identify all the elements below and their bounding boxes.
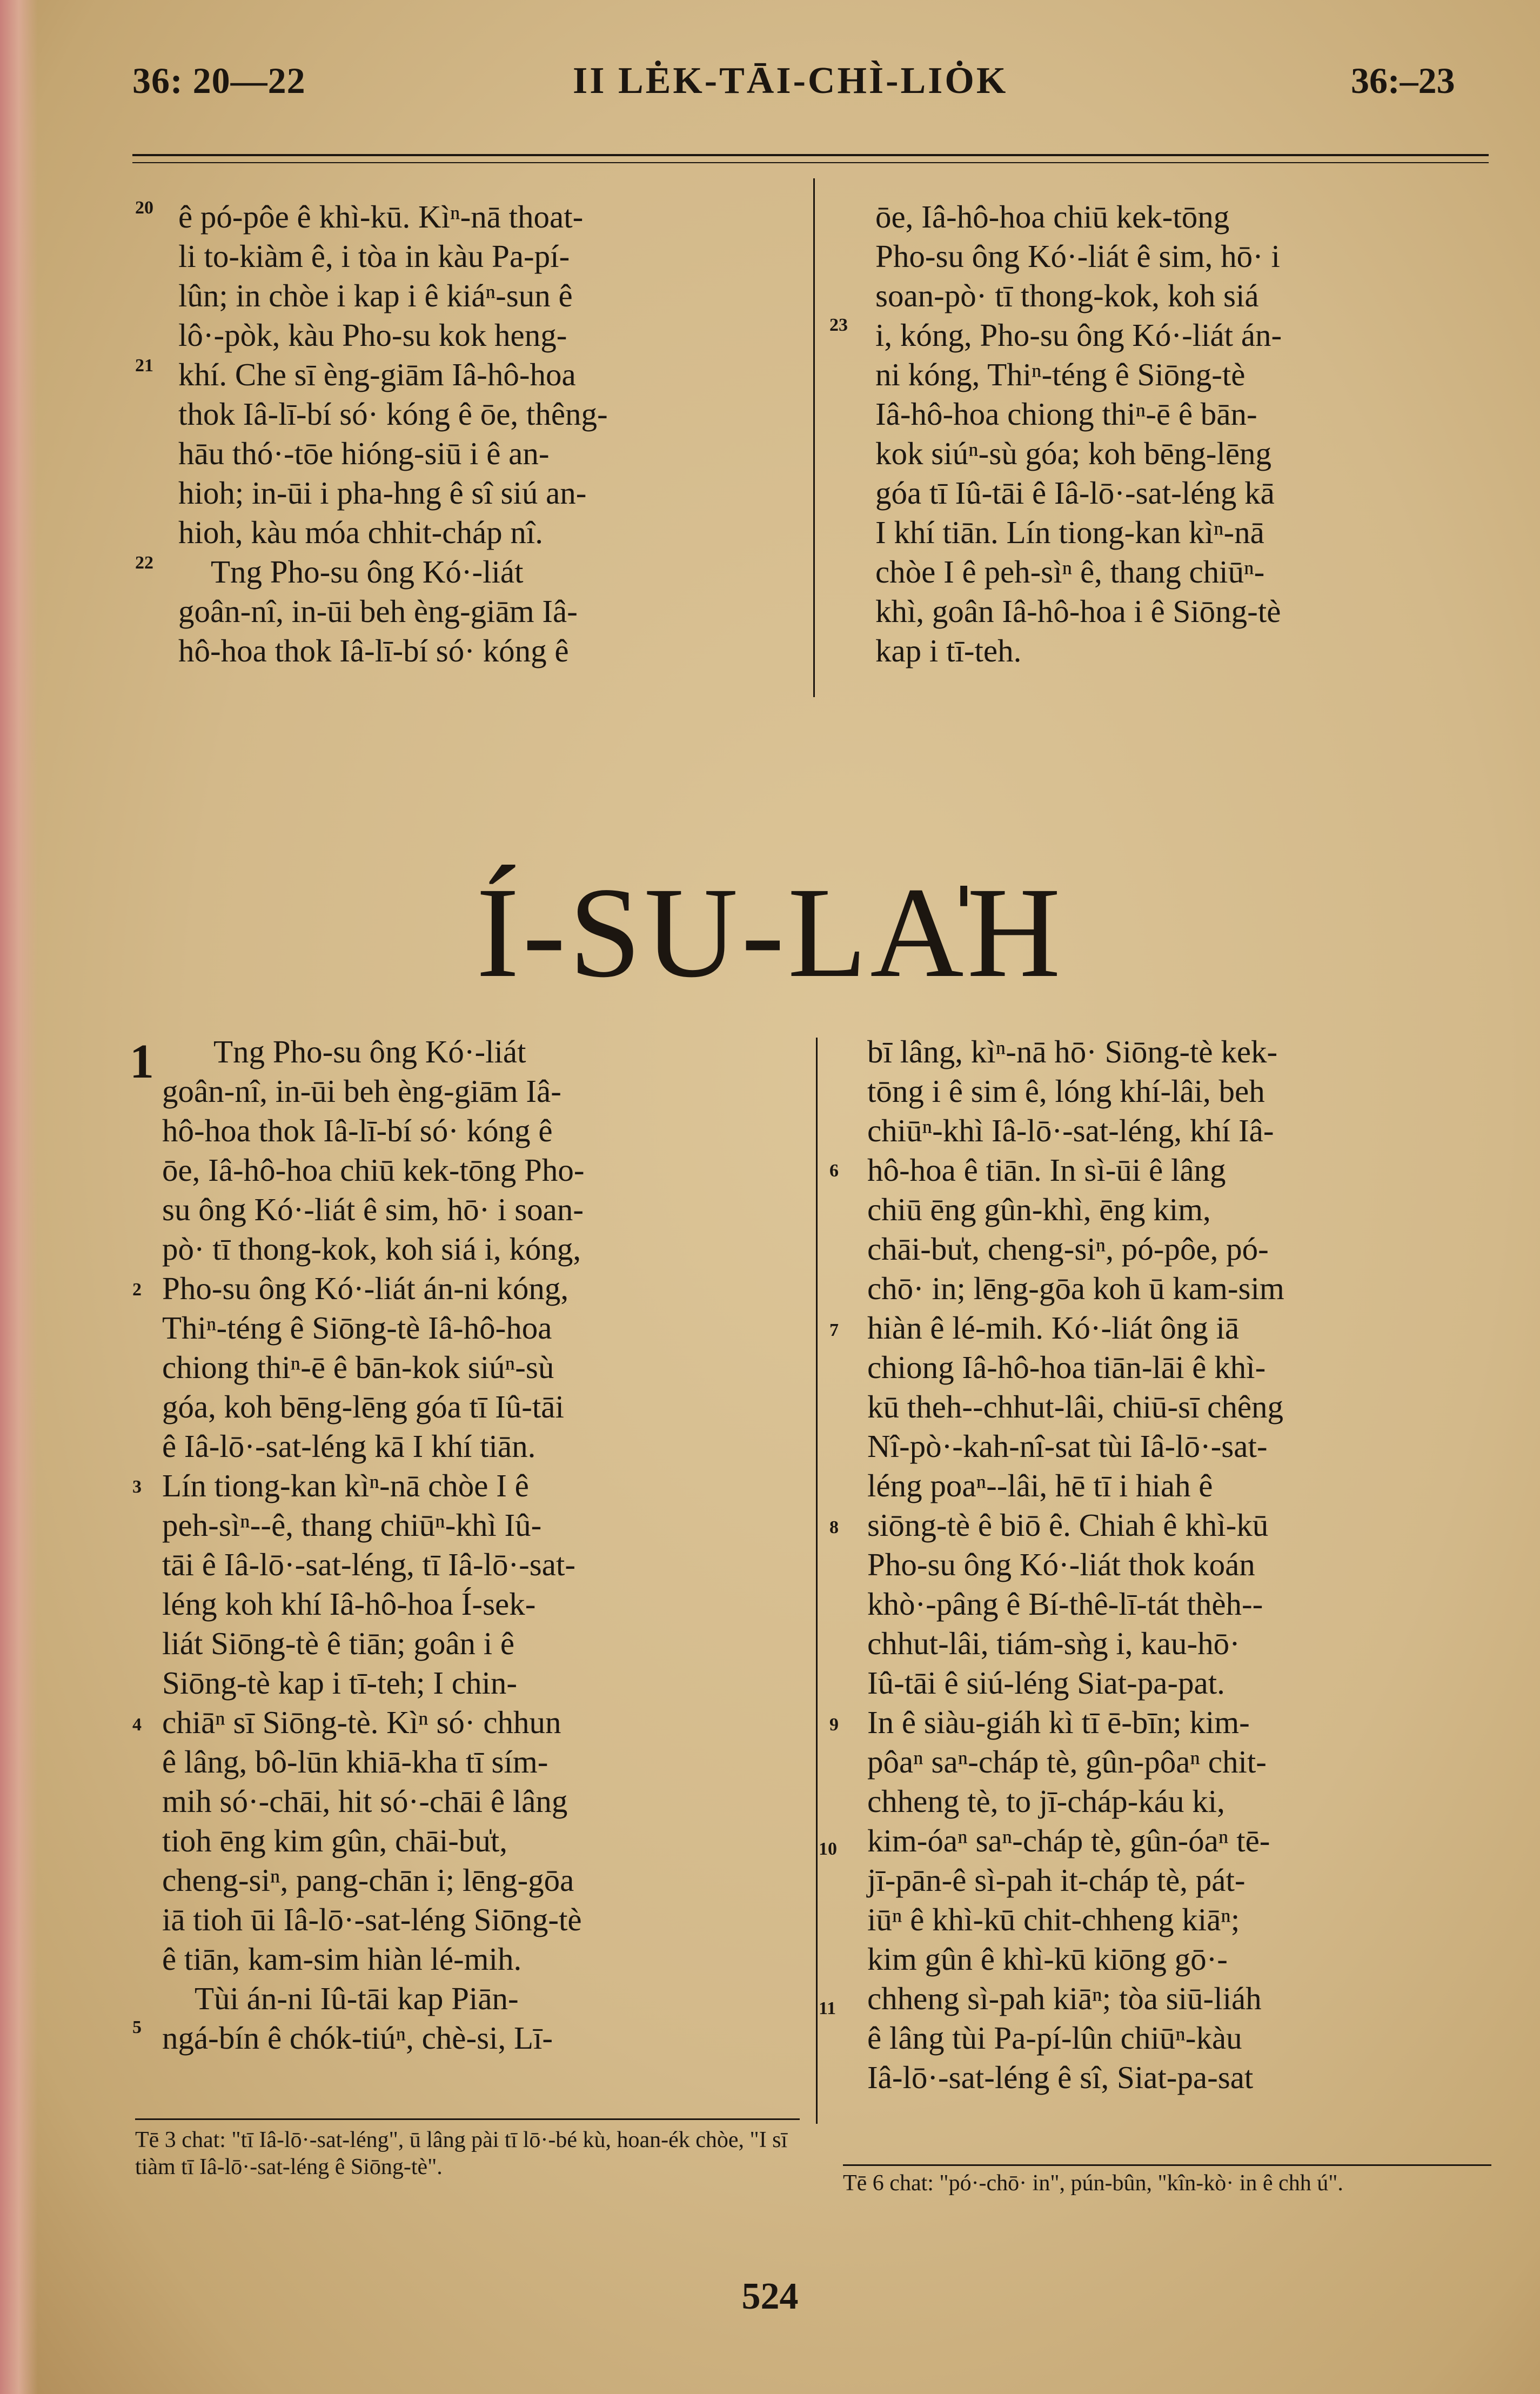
- running-header: [0, 59, 1540, 119]
- text-line: Tng Pho-su ông Kó·-liát: [213, 1034, 526, 1069]
- verse-number: 4: [132, 1715, 142, 1735]
- text-line: ngá-bín ê chók-tiúⁿ, chè-si, Lī-: [162, 2020, 553, 2056]
- footnote-rule: [135, 2118, 800, 2120]
- verse-number: 3: [132, 1477, 142, 1497]
- verse-number: 7: [829, 1320, 839, 1340]
- text-line: thok Iâ-lī-bí só· kóng ê ōe, thêng-: [178, 396, 608, 432]
- verse-number: 6: [829, 1161, 839, 1181]
- footnote-right: Tē 6 chat: "pó·-chō· in", pún-bûn, "kîn-kò· in ê chh ú".: [843, 2171, 1343, 2196]
- text-line: goân-nî, in-ūi beh èng-giām Iâ-: [178, 593, 578, 629]
- text-line: hioh; in-ūi i pha-hng ê sî siú an-: [178, 475, 587, 511]
- text-line: ê Iâ-lō·-sat-léng kā I khí tiān.: [162, 1428, 536, 1464]
- text-line: su ông Kó·-liát ê sim, hō· i soan-: [162, 1192, 584, 1227]
- text-line: kim-óaⁿ saⁿ-cháp tè, gûn-óaⁿ tē-: [867, 1823, 1270, 1858]
- text-line: bī lâng, kìⁿ-nā hō· Siōng-tè kek-: [867, 1034, 1278, 1069]
- text-line: goân-nî, in-ūi beh èng-giām Iâ-: [162, 1073, 561, 1109]
- text-line: khì, goân Iâ-hô-hoa i ê Siōng-tè: [875, 593, 1281, 629]
- text-line: ê lâng tùi Pa-pí-lûn chiūⁿ-kàu: [867, 2020, 1242, 2056]
- text-line: jī-pān-ê sì-pah it-cháp tè, pát-: [867, 1862, 1246, 1898]
- text-line: siōng-tè ê biō ê. Chiah ê khì-kū: [867, 1507, 1269, 1543]
- column-bottom-left: [162, 1032, 778, 2058]
- text-line: mih só·-chāi, hit só·-chāi ê lâng: [162, 1783, 568, 1819]
- text-line: pò· tī thong-kok, koh siá i, kóng,: [162, 1231, 581, 1267]
- text-line: kū theh--chhut-lâi, chiū-sī chêng: [867, 1389, 1284, 1425]
- text-line: Iâ-hô-hoa chiong thiⁿ-ē ê bān-: [875, 396, 1257, 432]
- text-line: hô-hoa ê tiān. In sì-ūi ê lâng: [867, 1152, 1226, 1188]
- text-line: In ê siàu-giáh kì tī ē-bīn; kim-: [867, 1704, 1250, 1740]
- text-line: iūⁿ ê khì-kū chit-chheng kiāⁿ;: [867, 1902, 1240, 1937]
- text-line: Pho-su ông Kó·-liát thok koán: [867, 1547, 1255, 1582]
- text-line: chiong Iâ-hô-hoa tiān-lāi ê khì-: [867, 1349, 1266, 1385]
- text-line: tāi ê Iâ-lō·-sat-léng, tī Iâ-lō·-sat-: [162, 1547, 575, 1582]
- header-rule-thin: [132, 162, 1489, 163]
- verse-number: 20: [135, 198, 153, 218]
- text-line: khí. Che sī èng-giām Iâ-hô-hoa: [178, 357, 576, 392]
- text-line: kim gûn ê khì-kū kiōng gō·-: [867, 1941, 1228, 1977]
- verse-number: 23: [829, 315, 848, 335]
- text-line: chō· in; lēng-gōa koh ū kam-sim: [867, 1270, 1284, 1306]
- text-line: Thiⁿ-téng ê Siōng-tè Iâ-hô-hoa: [162, 1310, 552, 1346]
- verse-number: 11: [819, 1998, 836, 2018]
- text-line: kok siúⁿ-sù góa; koh bēng-lēng: [875, 436, 1272, 471]
- text-line: I khí tiān. Lín tiong-kan kìⁿ-nā: [875, 514, 1264, 550]
- text-line: Lín tiong-kan kìⁿ-nā chòe I ê: [162, 1468, 529, 1503]
- column-top-right: [875, 197, 1483, 671]
- text-line: chāi-bu̍t, cheng-siⁿ, pó-pôe, pó-: [867, 1231, 1269, 1267]
- verse-number: 8: [829, 1517, 839, 1537]
- text-line: chòe I ê peh-sìⁿ ê, thang chiūⁿ-: [875, 554, 1265, 590]
- text-line: kap i tī-teh.: [875, 633, 1022, 668]
- verse-number: 2: [132, 1280, 142, 1300]
- text-line: Iû-tāi ê siú-léng Siat-pa-pat.: [867, 1665, 1225, 1701]
- text-line: Iâ-lō·-sat-léng ê sî, Siat-pa-sat: [867, 2059, 1254, 2095]
- text-line: ê lâng, bô-lūn khiā-kha tī sím-: [162, 1744, 548, 1780]
- footnote-left: Tē 3 chat: "tī Iâ-lō·-sat-léng", ū lâng pài tī lō·-bé kù, hoan-ék chòe, "I sī tiàm tī Iâ-lō·-sat-léng ê Siōng-tè".: [135, 2128, 788, 2179]
- text-line: léng poaⁿ--lâi, hē tī i hiah ê: [867, 1468, 1213, 1503]
- text-line: li to-kiàm ê, i tòa in kàu Pa-pí-: [178, 238, 570, 274]
- text-line: lûn; in chòe i kap i ê kiáⁿ-sun ê: [178, 278, 573, 313]
- verse-number: 5: [132, 2017, 142, 2037]
- text-line: chheng sì-pah kiāⁿ; tòa siū-liáh: [867, 1981, 1262, 2016]
- page-number: 524: [741, 2276, 799, 2317]
- text-line: hiàn ê lé-mih. Kó·-liát ông iā: [867, 1310, 1240, 1346]
- text-line: Tùi án-ni Iû-tāi kap Piān-: [195, 1981, 519, 2016]
- text-line: chiāⁿ sī Siōng-tè. Kìⁿ só· chhun: [162, 1704, 561, 1740]
- text-line: chhut-lâi, tiám-sǹg i, kau-hō·: [867, 1626, 1240, 1661]
- page-edge-stain: [0, 0, 38, 2394]
- text-line: tōng i ê sim ê, lóng khí-lâi, beh: [867, 1073, 1265, 1109]
- chapter-number: 1: [130, 1035, 154, 1088]
- header-book-title: II LĖK-TĀI-CHÌ-LIȮK: [573, 60, 1008, 102]
- text-line: ōe, Iâ-hô-hoa chiū kek-tōng Pho-: [162, 1152, 585, 1188]
- text-line: khò·-pâng ê Bí-thê-lī-tát thèh--: [867, 1586, 1263, 1622]
- header-left-ref: 36: 20—22: [132, 60, 306, 101]
- column-bottom-right: [867, 1032, 1486, 2097]
- text-line: chiong thiⁿ-ē ê bān-kok siúⁿ-sù: [162, 1349, 554, 1385]
- column-divider: [816, 1038, 818, 2124]
- text-line: hāu thó·-tōe hióng-siū i ê an-: [178, 436, 550, 471]
- column-divider: [813, 178, 815, 697]
- text-line: ni kóng, Thiⁿ-téng ê Siōng-tè: [875, 357, 1246, 392]
- text-line: ê tiān, kam-sim hiàn lé-mih.: [162, 1941, 522, 1977]
- text-line: léng koh khí Iâ-hô-hoa Í-sek-: [162, 1586, 536, 1622]
- text-line: hô-hoa thok Iâ-lī-bí só· kóng ê: [178, 633, 569, 668]
- text-line: hô-hoa thok Iâ-lī-bí só· kóng ê: [162, 1113, 553, 1148]
- text-line: lô·-pòk, kàu Pho-su kok heng-: [178, 317, 567, 353]
- text-line: ê pó-pôe ê khì-kū. Kìⁿ-nā thoat-: [178, 199, 584, 235]
- text-line: i, kóng, Pho-su ông Kó·-liát án-: [875, 317, 1282, 353]
- text-line: chheng tè, to jī-cháp-káu ki,: [867, 1783, 1225, 1819]
- text-line: iā tioh ūi Iâ-lō·-sat-léng Siōng-tè: [162, 1902, 582, 1937]
- text-line: peh-sìⁿ--ê, thang chiūⁿ-khì Iû-: [162, 1507, 542, 1543]
- book-title: Í-SU-LA̍H: [476, 860, 1064, 1004]
- text-line: ōe, Iâ-hô-hoa chiū kek-tōng: [875, 199, 1230, 235]
- text-line: góa tī Iû-tāi ê Iâ-lō·-sat-léng kā: [875, 475, 1275, 511]
- column-top-left: [178, 197, 781, 671]
- text-line: pôaⁿ saⁿ-cháp tè, gûn-pôaⁿ chit-: [867, 1744, 1267, 1780]
- footnote-rule: [843, 2164, 1491, 2166]
- text-line: chiū ēng gûn-khì, ēng kim,: [867, 1192, 1211, 1227]
- text-line: soan-pò· tī thong-kok, koh siá: [875, 278, 1259, 313]
- header-right-ref: 36:–23: [1351, 60, 1455, 101]
- header-rule-thick: [132, 154, 1489, 156]
- text-line: chiūⁿ-khì Iâ-lō·-sat-léng, khí Iâ-: [867, 1113, 1274, 1148]
- text-line: Pho-su ông Kó·-liát án-ni kóng,: [162, 1270, 569, 1306]
- verse-number: 9: [829, 1715, 839, 1735]
- verse-number: 21: [135, 356, 153, 376]
- text-line: cheng-siⁿ, pang-chān i; lēng-gōa: [162, 1862, 574, 1898]
- verse-number: 10: [819, 1839, 837, 1859]
- text-line: Siōng-tè kap i tī-teh; I chin-: [162, 1665, 518, 1701]
- text-line: góa, koh bēng-lēng góa tī Iû-tāi: [162, 1389, 564, 1425]
- text-line: Nî-pò·-kah-nî-sat tùi Iâ-lō·-sat-: [867, 1428, 1268, 1464]
- text-line: liát Siōng-tè ê tiān; goân i ê: [162, 1626, 515, 1661]
- text-line: Pho-su ông Kó·-liát ê sim, hō· i: [875, 238, 1280, 274]
- text-line: tioh ēng kim gûn, chāi-bu̍t,: [162, 1823, 508, 1858]
- text-line: Tng Pho-su ông Kó·-liát: [211, 554, 524, 590]
- text-line: hioh, kàu móa chhit-cháp nî.: [178, 514, 544, 550]
- verse-number: 22: [135, 553, 153, 573]
